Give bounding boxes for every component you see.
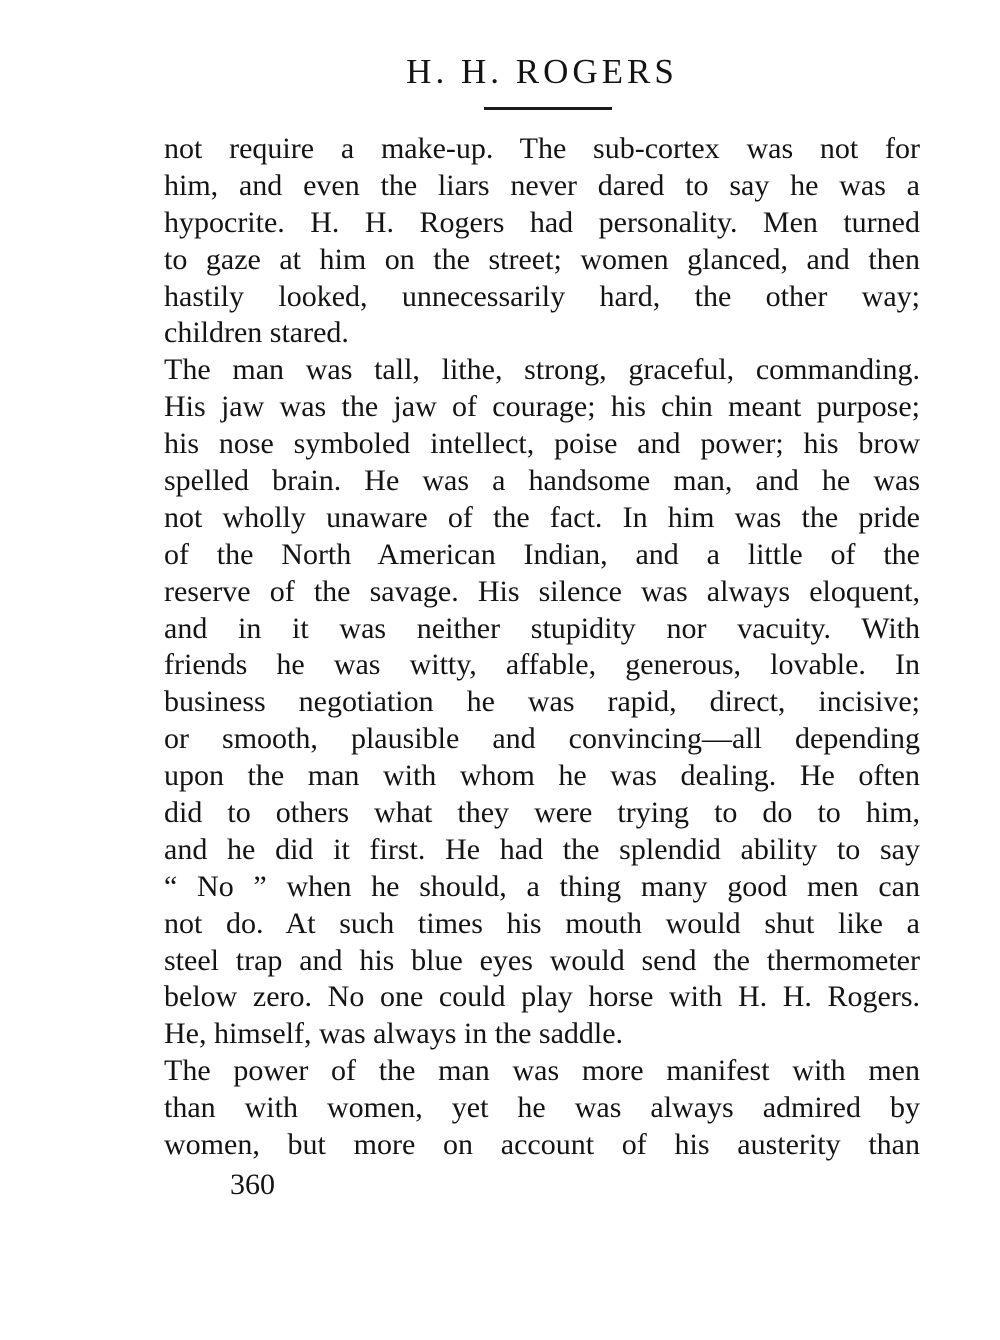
text-line: of the North American Indian, and a little of the bbox=[164, 537, 920, 571]
text-line: not require a make-up. The sub-cortex was not for bbox=[164, 132, 920, 165]
text-line: friends he was witty, affable, generous, lovable. In bbox=[164, 648, 920, 682]
text-line: The man was tall, lithe, strong, graceful, commanding. bbox=[164, 353, 920, 387]
text-line: He, himself, was always in the saddle. bbox=[164, 1017, 624, 1051]
text-line: not wholly unaware of the fact. In him was the pride bbox=[164, 500, 920, 534]
page-number: 360 bbox=[230, 1168, 275, 1201]
text-line: children stared. bbox=[164, 316, 349, 350]
text-line: reserve of the savage. His silence was always eloquent, bbox=[164, 574, 920, 608]
text-line: upon the man with whom he was dealing. He often bbox=[164, 759, 920, 793]
text-line: hypocrite. H. H. Rogers had personality. Men turned bbox=[164, 205, 920, 239]
text-line: to gaze at him on the street; women glanced, and then bbox=[164, 242, 920, 276]
text-line: hastily looked, unnecessarily hard, the other way; bbox=[164, 279, 920, 313]
text-line: spelled brain. He was a handsome man, and he was bbox=[164, 464, 920, 498]
text-line: and in it was neither stupidity nor vacuity. With bbox=[164, 611, 920, 645]
text-line: him, and even the liars never dared to say he was a bbox=[164, 168, 920, 202]
text-line: than with women, yet he was always admired by bbox=[164, 1091, 920, 1125]
text-line: below zero. No one could play horse with H. H. Rogers. bbox=[164, 980, 920, 1014]
text-line: women, but more on account of his austerity than bbox=[164, 1128, 920, 1162]
text-line: or smooth, plausible and convincing—all depending bbox=[164, 722, 920, 756]
body-text bbox=[164, 131, 920, 1164]
text-line: and he did it first. He had the splendid ability to say bbox=[164, 832, 920, 866]
text-line: business negotiation he was rapid, direct, incisive; bbox=[164, 685, 920, 719]
text-line: did to others what they were trying to do to him, bbox=[164, 796, 920, 830]
text-line: steel trap and his blue eyes would send the thermometer bbox=[164, 943, 920, 977]
text-line: not do. At such times his mouth would shut like a bbox=[164, 906, 920, 940]
text-line: his nose symboled intellect, poise and power; his brow bbox=[164, 427, 920, 461]
text-line: “ No ” when he should, a thing many good men can bbox=[164, 869, 920, 903]
running-head: H. H. ROGERS bbox=[406, 52, 678, 91]
text-line: His jaw was the jaw of courage; his chin meant purpose; bbox=[164, 390, 920, 424]
text-line: The power of the man was more manifest with men bbox=[164, 1054, 920, 1088]
head-rule bbox=[484, 107, 612, 110]
